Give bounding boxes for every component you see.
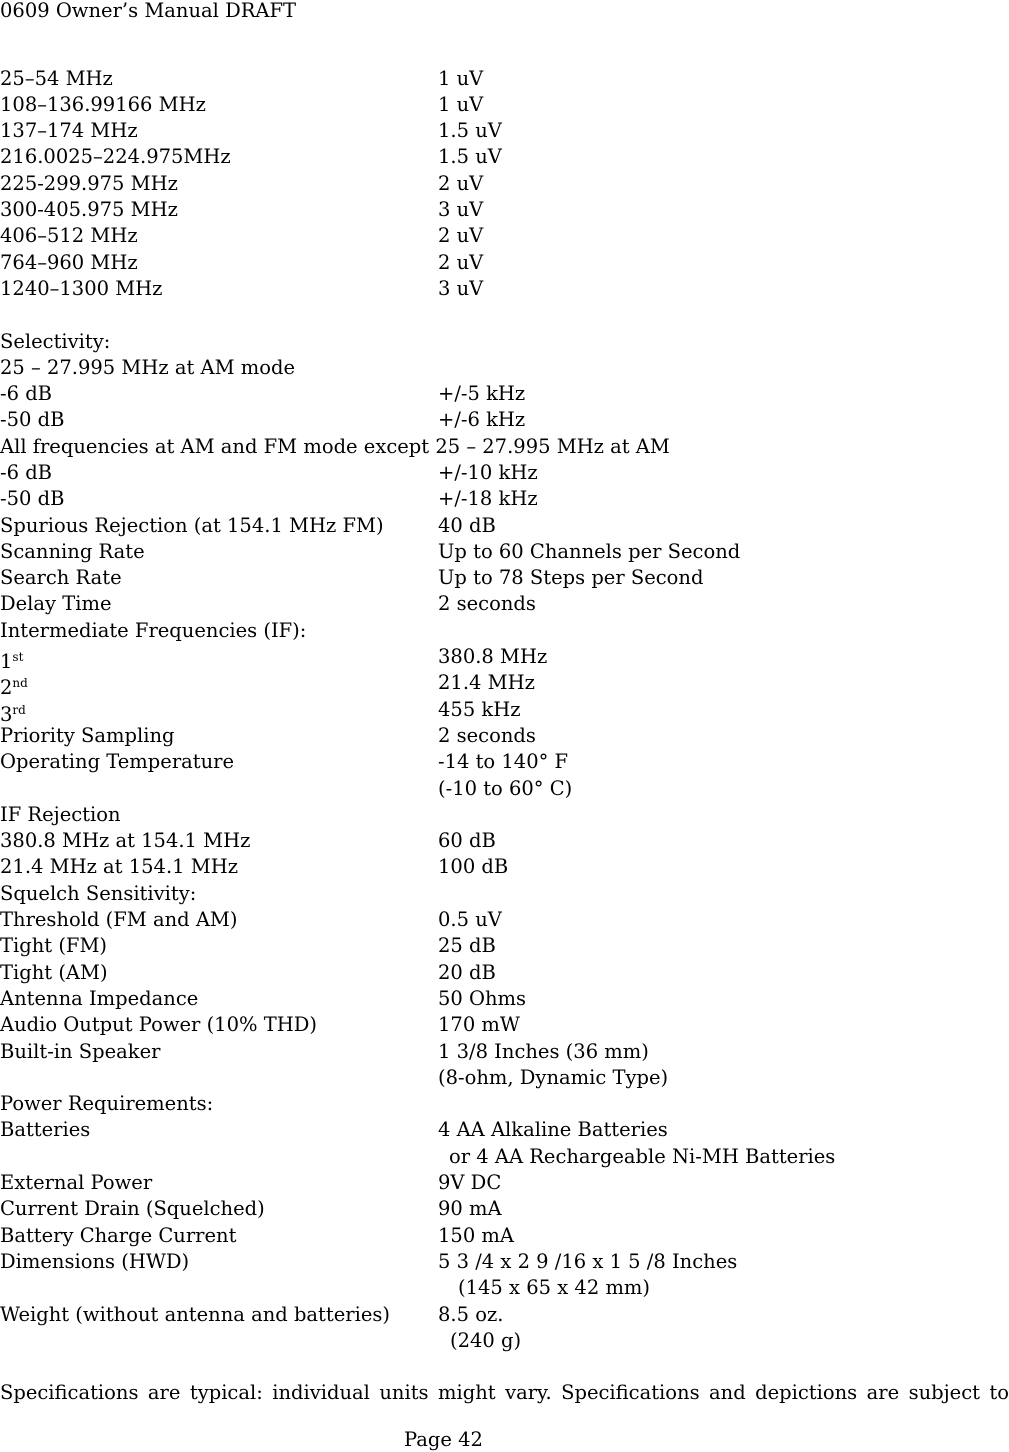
- spec-label: 25–54 MHz: [0, 67, 113, 90]
- spec-label: Search Rate: [0, 566, 122, 589]
- spec-value: (145 x 65 x 42 mm): [458, 1276, 651, 1299]
- spec-label: -50 dB: [0, 487, 65, 510]
- spec-value: 100 dB: [438, 855, 509, 878]
- spec-value: 25 dB: [438, 934, 496, 957]
- spec-label: Batteries: [0, 1118, 91, 1141]
- spec-label: Antenna Impedance: [0, 987, 199, 1010]
- spec-label: 1240–1300 MHz: [0, 277, 163, 300]
- spec-label: Tight (FM): [0, 934, 108, 957]
- spec-value: 0.5 uV: [438, 908, 502, 931]
- spec-value: 1 uV: [438, 93, 484, 116]
- specifications-note: Specifications are typical: individual units might vary. Specifications and depictions are subject to: [0, 1381, 1009, 1404]
- ordinal-number: 1: [0, 650, 13, 673]
- spec-value: +/-18 kHz: [438, 487, 538, 510]
- spec-value: 20 dB: [438, 961, 496, 984]
- spec-value: Up to 78 Steps per Second: [438, 566, 704, 589]
- spec-value: 21.4 MHz: [438, 671, 535, 694]
- spec-value: +/-10 kHz: [438, 461, 538, 484]
- spec-value: 455 kHz: [438, 698, 521, 721]
- spec-label: Spurious Rejection (at 154.1 MHz FM): [0, 514, 384, 537]
- power-heading: Power Requirements:: [0, 1092, 214, 1115]
- spec-label: Weight (without antenna and batteries): [0, 1303, 390, 1326]
- spec-value: 150 mA: [438, 1224, 514, 1247]
- spec-label: Scanning Rate: [0, 540, 145, 563]
- spec-label: Current Drain (Squelched): [0, 1197, 265, 1220]
- spec-label: 406–512 MHz: [0, 224, 138, 247]
- selectivity-am-heading: 25 – 27.995 MHz at AM mode: [0, 356, 295, 379]
- selectivity-all-heading: All frequencies at AM and FM mode except 25 – 27.995 MHz at AM: [0, 435, 670, 458]
- spec-label: Dimensions (HWD): [0, 1250, 190, 1273]
- spec-label: 300-405.975 MHz: [0, 198, 178, 221]
- spec-label: External Power: [0, 1171, 153, 1194]
- spec-value: 5 3 /4 x 2 9 /16 x 1 5 /8 Inches: [438, 1250, 738, 1273]
- spec-label: 764–960 MHz: [0, 251, 138, 274]
- spec-label: 21.4 MHz at 154.1 MHz: [0, 855, 238, 878]
- spec-label: 216.0025–224.975MHz: [0, 145, 231, 168]
- spec-value: 4 AA Alkaline Batteries: [438, 1118, 668, 1141]
- spec-value: 8.5 oz.: [438, 1303, 504, 1326]
- ordinal-suffix: rd: [12, 703, 26, 717]
- spec-value: (-10 to 60° C): [438, 777, 573, 800]
- spec-value: 2 seconds: [438, 592, 536, 615]
- spec-value: 60 dB: [438, 829, 496, 852]
- squelch-heading: Squelch Sensitivity:: [0, 882, 197, 905]
- spec-value: 2 uV: [438, 251, 484, 274]
- if-rejection-heading: IF Rejection: [0, 803, 121, 826]
- spec-label: Audio Output Power (10% THD): [0, 1013, 317, 1036]
- ordinal-suffix: nd: [12, 676, 28, 690]
- spec-value: or 4 AA Rechargeable Ni-MH Batteries: [449, 1145, 836, 1168]
- spec-value: 2 uV: [438, 224, 484, 247]
- spec-label: 137–174 MHz: [0, 119, 138, 142]
- spec-label: 380.8 MHz at 154.1 MHz: [0, 829, 251, 852]
- spec-value: 90 mA: [438, 1197, 502, 1220]
- selectivity-heading: Selectivity:: [0, 330, 111, 353]
- spec-value: +/-6 kHz: [438, 408, 526, 431]
- document-header: 0609 Owner’s Manual DRAFT: [0, 0, 297, 22]
- spec-value: (8-ohm, Dynamic Type): [438, 1066, 669, 1089]
- ordinal-number: 2: [0, 676, 13, 699]
- if-frequencies-heading: Intermediate Frequencies (IF):: [0, 619, 307, 642]
- spec-value: +/-5 kHz: [438, 382, 526, 405]
- spec-value: 170 mW: [438, 1013, 520, 1036]
- spec-value: 3 uV: [438, 277, 484, 300]
- spec-label: 225-299.975 MHz: [0, 172, 178, 195]
- spec-label: Built-in Speaker: [0, 1040, 161, 1063]
- spec-value: 380.8 MHz: [438, 645, 548, 668]
- spec-value: 40 dB: [438, 514, 496, 537]
- spec-value: 1 uV: [438, 67, 484, 90]
- spec-value: 1.5 uV: [438, 119, 502, 142]
- spec-label: 108–136.99166 MHz: [0, 93, 206, 116]
- ordinal-number: 3: [0, 703, 13, 726]
- spec-value: 3 uV: [438, 198, 484, 221]
- spec-value: 50 Ohms: [438, 987, 527, 1010]
- spec-value: 1 3/8 Inches (36 mm): [438, 1040, 649, 1063]
- spec-value: 2 uV: [438, 172, 484, 195]
- spec-label: -6 dB: [0, 382, 53, 405]
- spec-value: 9V DC: [438, 1171, 502, 1194]
- spec-value: 2 seconds: [438, 724, 536, 747]
- spec-label: Delay Time: [0, 592, 112, 615]
- spec-label: Threshold (FM and AM): [0, 908, 238, 931]
- spec-label: -6 dB: [0, 461, 53, 484]
- spec-value: Up to 60 Channels per Second: [438, 540, 741, 563]
- spec-label: -50 dB: [0, 408, 65, 431]
- spec-label: Operating Temperature: [0, 750, 235, 773]
- spec-label: Priority Sampling: [0, 724, 175, 747]
- ordinal-suffix: st: [12, 650, 24, 664]
- spec-value: -14 to 140° F: [438, 750, 569, 773]
- spec-label: Battery Charge Current: [0, 1224, 237, 1247]
- spec-value: 1.5 uV: [438, 145, 502, 168]
- page-number: Page 42: [404, 1428, 483, 1451]
- spec-label: Tight (AM): [0, 961, 108, 984]
- spec-value: (240 g): [450, 1329, 522, 1352]
